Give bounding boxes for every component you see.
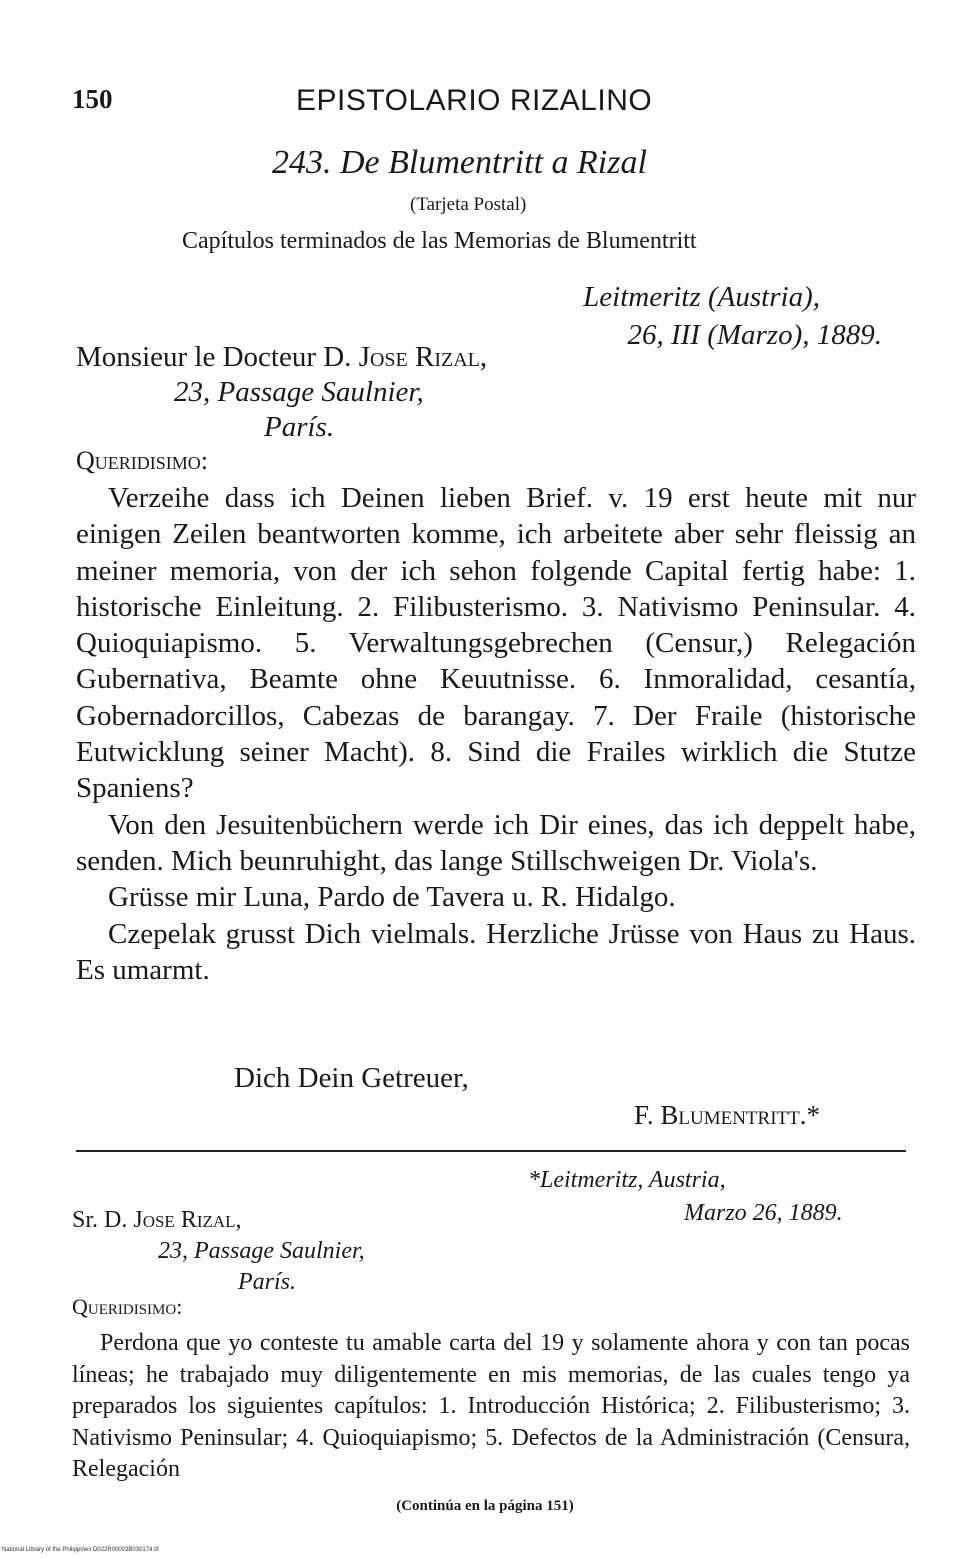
footnote-body xyxy=(72,1328,910,1486)
running-title: EPISTOLARIO RIZALINO xyxy=(296,84,653,117)
footnote-street: 23, Passage Saulnier, xyxy=(158,1238,365,1264)
closing: Dich Dein Getreuer, xyxy=(234,1062,469,1094)
addressee-street: 23, Passage Saulnier, xyxy=(174,376,424,408)
footnote-place: *Leitmeritz, Austria, xyxy=(528,1167,726,1193)
footnote-city: París. xyxy=(238,1269,297,1295)
place-date xyxy=(583,278,882,354)
addressee-name: Jose Rizal, xyxy=(358,341,488,373)
letter-subtitle: (Tarjeta Postal) xyxy=(410,194,527,215)
letter-title: 243. De Blumentritt a Rizal xyxy=(272,144,647,181)
footnote-addressee-line xyxy=(72,1205,365,1236)
salutation: Queridisimo: xyxy=(76,446,208,475)
letter-place: Leitmeritz (Austria), xyxy=(583,281,820,313)
letter-summary: Capítulos terminados de las Memorias de Blumentritt xyxy=(182,228,697,254)
letter-paragraph: Czepelak grusst Dich vielmals. Herzliche Jrüsse von Haus zu Haus. Es umarmt. xyxy=(76,917,916,986)
letter-paragraph: Grüsse mir Luna, Pardo de Tavera u. R. Hidalgo. xyxy=(108,881,676,914)
addressee-block xyxy=(76,340,487,445)
signature: F. Blumentritt.* xyxy=(634,1100,820,1130)
letter-date: 26, III (Marzo), 1889. xyxy=(627,319,882,351)
footnote-place-date xyxy=(528,1164,843,1230)
footnote-addressee-block xyxy=(72,1205,365,1298)
footnote-paragraph: Perdona que yo conteste tu amable carta del 19 y solamente ahora y con tan pocas líneas; he trabajado muy diligentemente en mis memorias, de las cuales tengo ya preparados los siguientes capítulos: 1. Introducción Histórica; 2. Filibusterismo; 3. Nativismo Peninsular; 4. Quioquiapismo; 5. Defectos de la Administración (Censura, Relegación xyxy=(72,1330,910,1483)
footnote-divider xyxy=(76,1150,906,1152)
addressee-line xyxy=(76,340,487,375)
page-number: 150 xyxy=(72,84,113,114)
archive-mark: National Library of the Philippines D022R00003B030174.tif xyxy=(2,1547,159,1553)
footnote-addressee-name: Jose Rizal, xyxy=(133,1207,242,1233)
letter-body xyxy=(76,480,916,988)
footnote-addressee-prefix: Sr. D. xyxy=(72,1207,128,1233)
footnote-salutation: Queridisimo: xyxy=(72,1294,183,1319)
footnote-date: Marzo 26, 1889. xyxy=(684,1200,843,1226)
letter-paragraph: Von den Jesuitenbüchern werde ich Dir eines, das ich deppelt habe, senden. Mich beunruhight, das lange Stillschweigen Dr. Viola's. xyxy=(76,808,916,877)
continuation-note: (Continúa en la página 151) xyxy=(396,1498,574,1514)
letter-paragraph: Verzeihe dass ich Deinen lieben Brief. v. 19 erst heute mit nur einigen Zeilen beantworten komme, ich arbeitete aber sehr fleissig an meiner memoria, von der ich sehon folgende Capital fertig habe: 1. historische Einleitung. 2. Filibusterismo. 3. Nativismo Peninsular. 4. Quioquiapismo. 5. Verwaltungsgebrechen (Censur,) Relegación Gubernativa, Beamte ohne Keuutnisse. 6. Inmoralidad, cesantía, Gobernadorcillos, Cabezas de barangay. 7. Der Fraile (historische Eutwicklung seiner Macht). 8. Sind die Frailes wirklich die Stutze Spaniens? xyxy=(76,482,916,805)
addressee-city: París. xyxy=(264,411,335,443)
addressee-prefix: Monsieur le Docteur D. xyxy=(76,341,352,373)
